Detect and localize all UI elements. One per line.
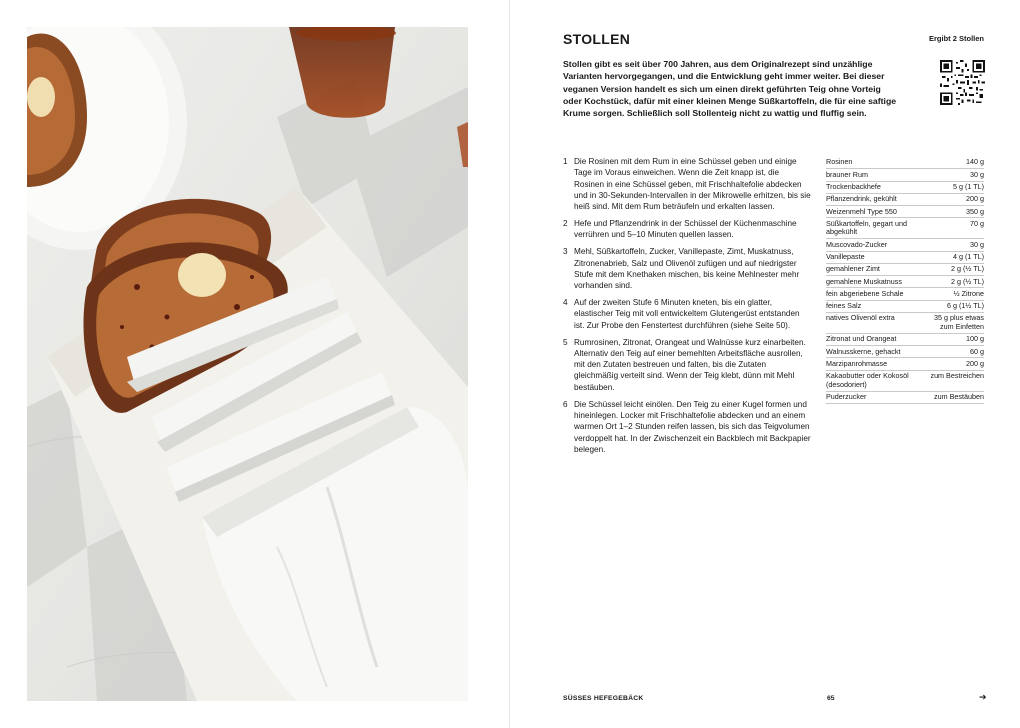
ingredient-row xyxy=(826,358,984,370)
step-number: 5 xyxy=(563,337,568,347)
ingredient-name: Zitronat und Orangeat xyxy=(826,333,916,345)
step-number: 3 xyxy=(563,247,568,257)
ingredient-name: Vanillepaste xyxy=(826,251,916,263)
recipe-intro: Stollen gibt es seit über 700 Jahren, aus dem Originalrezept sind unzählige Varianten hervorgegangen, und die Entwicklung geht immer weiter. Bei dieser veganen Version handelt es sich um einen direkt geführten Teig ohne Vorteig oder Kochstück, dafür mit einer kleinen Menge Süßkartoffeln, die für eine saftige Krume sorgen. Schließlich soll Stollenteig nicht zu wattig und fluffig sein. xyxy=(563,59,897,119)
ingredient-amount: 200 g xyxy=(916,358,984,370)
ingredient-name: fein abgeriebene Schale xyxy=(826,288,916,300)
step-item xyxy=(563,156,811,212)
ingredient-row xyxy=(826,251,984,263)
right-page xyxy=(510,0,1020,728)
ingredient-row xyxy=(826,276,984,288)
ingredient-name: Süßkartoffeln, gegart und abgekühlt xyxy=(826,218,916,239)
step-number: 6 xyxy=(563,399,568,409)
ingredient-amount: 200 g xyxy=(916,193,984,205)
ingredient-row xyxy=(826,333,984,345)
ingredient-name: Kakaobutter oder Kokosöl (desodoriert) xyxy=(826,370,916,391)
ingredient-amount: 350 g xyxy=(916,206,984,218)
ingredient-row xyxy=(826,300,984,312)
left-page xyxy=(0,0,509,728)
ingredient-row xyxy=(826,218,984,239)
step-text: Die Rosinen mit dem Rum in eine Schüssel geben und einige Tage im Voraus einweichen. Wenn die Zeit knapp ist, die Rosinen in eine Schüssel geben, mit Frischhaltefolie abdecken und in 30-Sekunden-Intervallen in der Mikrowelle erhitzen, bis sie heiß sind. Mit dem Rum beträufeln und erkalten lassen. xyxy=(574,157,811,212)
ingredient-amount: 35 g plus etwas zum Einfetten xyxy=(916,312,984,333)
step-item xyxy=(563,297,811,331)
step-number: 4 xyxy=(563,298,568,308)
ingredient-name: Puderzucker xyxy=(826,391,916,403)
ingredient-amount: 60 g xyxy=(916,346,984,358)
ingredient-amount: 70 g xyxy=(916,218,984,239)
ingredient-row xyxy=(826,181,984,193)
ingredient-amount: 30 g xyxy=(916,239,984,251)
ingredient-name: Pflanzendrink, gekühlt xyxy=(826,193,916,205)
ingredient-row xyxy=(826,312,984,333)
ingredient-row xyxy=(826,391,984,403)
method-steps xyxy=(563,156,811,461)
ingredient-row xyxy=(826,157,984,169)
ingredient-row xyxy=(826,193,984,205)
ingredient-name: gemahlener Zimt xyxy=(826,263,916,275)
step-text: Auf der zweiten Stufe 6 Minuten kneten, bis ein glatter, elastischer Teig mit voll entwickeltem Glutengerüst entstanden ist. Zur Probe den Fenstertest durchführen (siehe Seite 50). xyxy=(574,298,800,330)
ingredient-amount: zum Bestreichen xyxy=(916,370,984,391)
step-item xyxy=(563,246,811,291)
ingredient-amount: 4 g (1 TL) xyxy=(916,251,984,263)
ingredient-amount: 6 g (1½ TL) xyxy=(916,300,984,312)
ingredient-name: Walnusskerne, gehackt xyxy=(826,346,916,358)
recipe-yield: Ergibt 2 Stollen xyxy=(928,34,984,43)
next-page-arrow-icon[interactable]: ➔ xyxy=(979,692,987,702)
page-number: 65 xyxy=(827,695,835,702)
ingredient-row xyxy=(826,288,984,300)
ingredient-name: feines Salz xyxy=(826,300,916,312)
ingredient-row xyxy=(826,206,984,218)
ingredient-row xyxy=(826,370,984,391)
ingredient-amount: 140 g xyxy=(916,157,984,169)
ingredient-table xyxy=(826,157,984,404)
ingredient-amount: 100 g xyxy=(916,333,984,345)
ingredient-name: brauner Rum xyxy=(826,169,916,181)
ingredient-row xyxy=(826,263,984,275)
step-text: Die Schüssel leicht einölen. Den Teig zu einer Kugel formen und hineinlegen. Locker mit Frischhaltefolie abdecken und an einem warmen Ort 1–2 Stunden reifen lassen, bis sich das Teigvolumen verdoppelt hat. In der Zwischenzeit ein Backblech mit Backpapier belegen. xyxy=(574,399,811,454)
ingredient-amount: zum Bestäuben xyxy=(916,391,984,403)
ingredient-amount: 5 g (1 TL) xyxy=(916,181,984,193)
recipe-title: STOLLEN xyxy=(563,31,631,47)
ingredient-name: Weizenmehl Type 550 xyxy=(826,206,916,218)
ingredient-name: Marzipanrohmasse xyxy=(826,358,916,370)
step-text: Mehl, Süßkartoffeln, Zucker, Vanillepaste, Zimt, Muskatnuss, Zitronenabrieb, Salz und Olivenöl zufügen und auf niedrigster Stufe mit dem Knethaken mischen, bis keine Mehlnester mehr vorhanden sind. xyxy=(574,247,800,291)
ingredient-name: gemahlene Muskatnuss xyxy=(826,276,916,288)
step-item xyxy=(563,337,811,393)
ingredient-name: Muscovado-Zucker xyxy=(826,239,916,251)
ingredient-amount: 30 g xyxy=(916,169,984,181)
step-number: 2 xyxy=(563,219,568,229)
stollen-photo xyxy=(27,27,468,701)
step-item xyxy=(563,399,811,455)
step-text: Hefe und Pflanzendrink in der Schüssel der Küchenmaschine verrühren und 5–10 Minuten quellen lassen. xyxy=(574,219,797,240)
qr-code[interactable] xyxy=(940,60,985,105)
section-name: SÜSSES HEFEGEBÄCK xyxy=(563,695,644,702)
ingredient-name: Rosinen xyxy=(826,157,916,169)
step-item xyxy=(563,218,811,241)
ingredient-name: natives Olivenöl extra xyxy=(826,312,916,333)
step-number: 1 xyxy=(563,157,568,166)
ingredient-row xyxy=(826,346,984,358)
ingredient-amount: 2 g (½ TL) xyxy=(916,276,984,288)
step-text: Rumrosinen, Zitronat, Orangeat und Walnüsse kurz einarbeiten. Alternativ den Teig auf einer bemehlten Arbeitsfläche ausrollen, mit den Zutaten bestreuen und falten, bis die Zutaten gleichmäßig verteilt sind. Wenn der Teig klebt, dünn mit Mehl bestäuben. xyxy=(574,337,806,392)
ingredient-row xyxy=(826,169,984,181)
ingredient-row xyxy=(826,239,984,251)
ingredient-amount: ½ Zitrone xyxy=(916,288,984,300)
ingredient-name: Trockenbackhefe xyxy=(826,181,916,193)
ingredient-amount: 2 g (½ TL) xyxy=(916,263,984,275)
